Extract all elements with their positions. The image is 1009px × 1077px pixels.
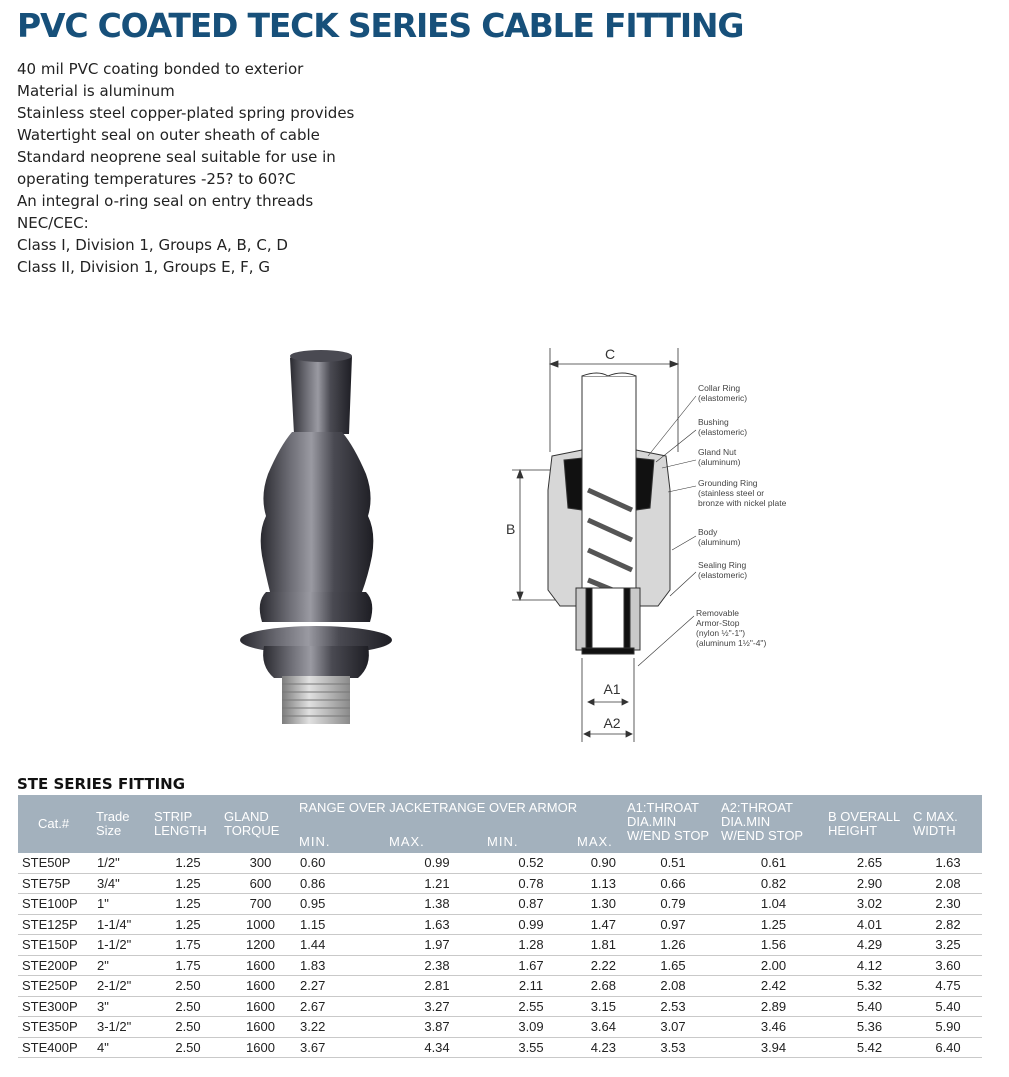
cell-b-height: 5.36: [825, 1017, 910, 1038]
cell-jacket-min: 1.83: [296, 955, 386, 976]
cell-c-width: 5.40: [910, 996, 982, 1017]
cell-cat: STE150P: [18, 935, 93, 956]
col-header-trade-size: Trade Size: [93, 795, 151, 853]
cell-cat: STE100P: [18, 894, 93, 915]
table-row: [18, 996, 982, 1017]
callout-sealing-ring: Sealing Ring (elastomeric): [698, 560, 748, 580]
cell-jacket-min: 1.44: [296, 935, 386, 956]
table-row: [18, 894, 982, 915]
cell-b-height: 2.65: [825, 853, 910, 873]
cell-gland-torque: 1600: [221, 1037, 296, 1058]
cell-a2: 2.89: [718, 996, 825, 1017]
cable-jacket: [290, 350, 352, 434]
cell-jacket-max: 0.99: [386, 853, 484, 873]
table-row: [18, 976, 982, 997]
col-header-strip-length: STRIP LENGTH: [151, 795, 221, 853]
cell-gland-torque: 1600: [221, 996, 296, 1017]
cell-jacket-min: 0.86: [296, 873, 386, 894]
dim-b-label: B: [506, 521, 516, 537]
cell-strip-length: 2.50: [151, 996, 221, 1017]
cell-a2: 1.04: [718, 894, 825, 915]
table-row: [18, 1037, 982, 1058]
cell-strip-length: 1.75: [151, 955, 221, 976]
cell-armor-max: 3.15: [574, 996, 624, 1017]
table-row: [18, 935, 982, 956]
cell-gland-torque: 700: [221, 894, 296, 915]
cell-trade-size: 3/4": [93, 873, 151, 894]
cell-trade-size: 2-1/2": [93, 976, 151, 997]
callout-collar-ring: Collar Ring (elastomeric): [698, 383, 748, 403]
cell-c-width: 4.75: [910, 976, 982, 997]
cell-armor-min: 3.55: [484, 1037, 574, 1058]
cell-a2: 3.94: [718, 1037, 825, 1058]
table-row: [18, 873, 982, 894]
callout-bushing: Bushing (elastomeric): [698, 417, 748, 437]
feature-item: NEC/CEC:: [17, 214, 89, 232]
dim-c-label: C: [604, 346, 616, 362]
cell-b-height: 4.01: [825, 914, 910, 935]
cell-jacket-max: 1.21: [386, 873, 484, 894]
cell-a1: 2.08: [624, 976, 718, 997]
cell-c-width: 6.40: [910, 1037, 982, 1058]
cell-strip-length: 2.50: [151, 1017, 221, 1038]
cell-armor-max: 2.68: [574, 976, 624, 997]
cell-b-height: 5.40: [825, 996, 910, 1017]
feature-item: Material is aluminum: [17, 82, 175, 100]
cell-c-width: 2.30: [910, 894, 982, 915]
col-header-armor-max: MAX.: [574, 833, 624, 853]
cell-jacket-max: 4.34: [386, 1037, 484, 1058]
cell-cat: STE75P: [18, 873, 93, 894]
cell-strip-length: 2.50: [151, 1037, 221, 1058]
feature-item: Class I, Division 1, Groups A, B, C, D: [17, 236, 288, 254]
cell-armor-max: 1.30: [574, 894, 624, 915]
table-row: [18, 853, 982, 873]
cell-cat: STE200P: [18, 955, 93, 976]
cell-cat: STE350P: [18, 1017, 93, 1038]
feature-item: An integral o-ring seal on entry threads: [17, 192, 314, 210]
cell-trade-size: 1/2": [93, 853, 151, 873]
callout-gland-nut: Gland Nut (aluminum): [698, 447, 741, 467]
col-header-c: C MAX. WIDTH: [910, 795, 982, 853]
cell-a2: 2.00: [718, 955, 825, 976]
cell-strip-length: 2.50: [151, 976, 221, 997]
col-header-jacket-max: MAX.: [386, 833, 484, 853]
cell-a1: 1.26: [624, 935, 718, 956]
cell-armor-min: 3.09: [484, 1017, 574, 1038]
col-header-gland-torque: GLAND TORQUE: [221, 795, 296, 853]
table-body: [18, 853, 982, 1058]
cell-gland-torque: 1200: [221, 935, 296, 956]
col-header-b: B OVERALL HEIGHT: [825, 795, 910, 853]
cell-a1: 0.97: [624, 914, 718, 935]
cell-armor-min: 0.87: [484, 894, 574, 915]
col-header-range: RANGE OVER JACKETRANGE OVER ARMOR: [296, 795, 624, 833]
table-row: [18, 955, 982, 976]
cell-strip-length: 1.25: [151, 853, 221, 873]
cell-jacket-max: 3.87: [386, 1017, 484, 1038]
cell-jacket-min: 3.22: [296, 1017, 386, 1038]
cell-cat: STE250P: [18, 976, 93, 997]
cell-gland-torque: 300: [221, 853, 296, 873]
cell-gland-torque: 1600: [221, 955, 296, 976]
cell-a2: 0.61: [718, 853, 825, 873]
cell-strip-length: 1.25: [151, 873, 221, 894]
cell-b-height: 5.42: [825, 1037, 910, 1058]
callout-body: Body (aluminum): [698, 527, 741, 547]
cell-armor-min: 1.28: [484, 935, 574, 956]
cell-armor-max: 1.47: [574, 914, 624, 935]
cell-a2: 1.25: [718, 914, 825, 935]
feature-item: Watertight seal on outer sheath of cable: [17, 126, 320, 144]
cell-armor-max: 1.13: [574, 873, 624, 894]
cell-gland-torque: 1600: [221, 976, 296, 997]
cell-jacket-max: 2.81: [386, 976, 484, 997]
cell-c-width: 1.63: [910, 853, 982, 873]
cell-strip-length: 1.25: [151, 894, 221, 915]
cell-a1: 0.51: [624, 853, 718, 873]
cell-a1: 3.07: [624, 1017, 718, 1038]
cell-jacket-min: 3.67: [296, 1037, 386, 1058]
cell-trade-size: 1-1/4": [93, 914, 151, 935]
dim-a1-label: A1: [603, 681, 621, 697]
cell-c-width: 2.08: [910, 873, 982, 894]
table-row: [18, 914, 982, 935]
threaded-end: [282, 676, 350, 724]
dim-a2-label: A2: [603, 715, 621, 731]
cell-trade-size: 1-1/2": [93, 935, 151, 956]
callout-grounding-ring: Grounding Ring (stainless steel or bronze with nickel plate: [698, 478, 787, 508]
cell-armor-max: 0.90: [574, 853, 624, 873]
cell-b-height: 4.29: [825, 935, 910, 956]
cell-armor-min: 1.67: [484, 955, 574, 976]
cell-trade-size: 2": [93, 955, 151, 976]
feature-list: [17, 58, 354, 278]
cell-jacket-max: 3.27: [386, 996, 484, 1017]
feature-item: Standard neoprene seal suitable for use in: [17, 148, 336, 166]
cell-jacket-min: 2.27: [296, 976, 386, 997]
cell-c-width: 3.25: [910, 935, 982, 956]
cell-b-height: 2.90: [825, 873, 910, 894]
page-title: PVC COATED TECK SERIES CABLE FITTING: [17, 6, 744, 45]
cell-trade-size: 1": [93, 894, 151, 915]
cell-armor-max: 4.23: [574, 1037, 624, 1058]
section-title: STE SERIES FITTING: [17, 775, 186, 793]
table-row: [18, 1017, 982, 1038]
spec-table: [18, 795, 982, 1058]
cell-trade-size: 3-1/2": [93, 1017, 151, 1038]
feature-item: Class II, Division 1, Groups E, F, G: [17, 258, 270, 276]
fitting-section: [548, 373, 670, 654]
cell-cat: STE300P: [18, 996, 93, 1017]
cell-strip-length: 1.25: [151, 914, 221, 935]
cell-b-height: 4.12: [825, 955, 910, 976]
feature-item: Stainless steel copper-plated spring provides: [17, 104, 355, 122]
cell-armor-max: 2.22: [574, 955, 624, 976]
cell-jacket-max: 2.38: [386, 955, 484, 976]
callout-labels: [696, 383, 787, 648]
cell-gland-torque: 1600: [221, 1017, 296, 1038]
cell-jacket-min: 2.67: [296, 996, 386, 1017]
cell-c-width: 5.90: [910, 1017, 982, 1038]
cell-armor-max: 1.81: [574, 935, 624, 956]
cell-a1: 3.53: [624, 1037, 718, 1058]
cell-a2: 1.56: [718, 935, 825, 956]
cell-a1: 1.65: [624, 955, 718, 976]
cell-jacket-max: 1.63: [386, 914, 484, 935]
feature-item: 40 mil PVC coating bonded to exterior: [17, 60, 304, 78]
cell-trade-size: 3": [93, 996, 151, 1017]
cell-jacket-min: 0.60: [296, 853, 386, 873]
cell-a2: 3.46: [718, 1017, 825, 1038]
feature-item: operating temperatures -25? to 60?C: [17, 170, 296, 188]
cell-jacket-max: 1.97: [386, 935, 484, 956]
cell-cat: STE125P: [18, 914, 93, 935]
cell-b-height: 5.32: [825, 976, 910, 997]
product-photo: [236, 346, 396, 738]
cell-jacket-min: 1.15: [296, 914, 386, 935]
cell-jacket-max: 1.38: [386, 894, 484, 915]
cross-section-diagram: [498, 340, 808, 750]
cell-armor-min: 0.52: [484, 853, 574, 873]
cell-armor-min: 2.11: [484, 976, 574, 997]
cell-gland-torque: 600: [221, 873, 296, 894]
cell-strip-length: 1.75: [151, 935, 221, 956]
cell-armor-min: 0.78: [484, 873, 574, 894]
col-header-jacket-min: MIN.: [296, 833, 386, 853]
cell-a1: 0.79: [624, 894, 718, 915]
table-header: [18, 795, 982, 853]
cell-armor-min: 2.55: [484, 996, 574, 1017]
col-header-cat: Cat.#: [18, 795, 93, 853]
cell-cat: STE50P: [18, 853, 93, 873]
cell-b-height: 3.02: [825, 894, 910, 915]
cell-a1: 0.66: [624, 873, 718, 894]
cell-armor-min: 0.99: [484, 914, 574, 935]
cell-cat: STE400P: [18, 1037, 93, 1058]
col-header-armor-min: MIN.: [484, 833, 574, 853]
cell-c-width: 2.82: [910, 914, 982, 935]
col-header-a2: A2:THROAT DIA.MIN W/END STOP: [718, 795, 825, 853]
callout-armor-stop: Removable Armor-Stop (nylon ½"-1") (aluminum 1½"-4"): [696, 608, 767, 648]
cell-c-width: 3.60: [910, 955, 982, 976]
cell-a2: 0.82: [718, 873, 825, 894]
cell-jacket-min: 0.95: [296, 894, 386, 915]
cell-trade-size: 4": [93, 1037, 151, 1058]
cell-a1: 2.53: [624, 996, 718, 1017]
cell-a2: 2.42: [718, 976, 825, 997]
cell-armor-max: 3.64: [574, 1017, 624, 1038]
col-header-a1: A1:THROAT DIA.MIN W/END STOP: [624, 795, 718, 853]
fitting-body: [240, 432, 392, 678]
cell-gland-torque: 1000: [221, 914, 296, 935]
